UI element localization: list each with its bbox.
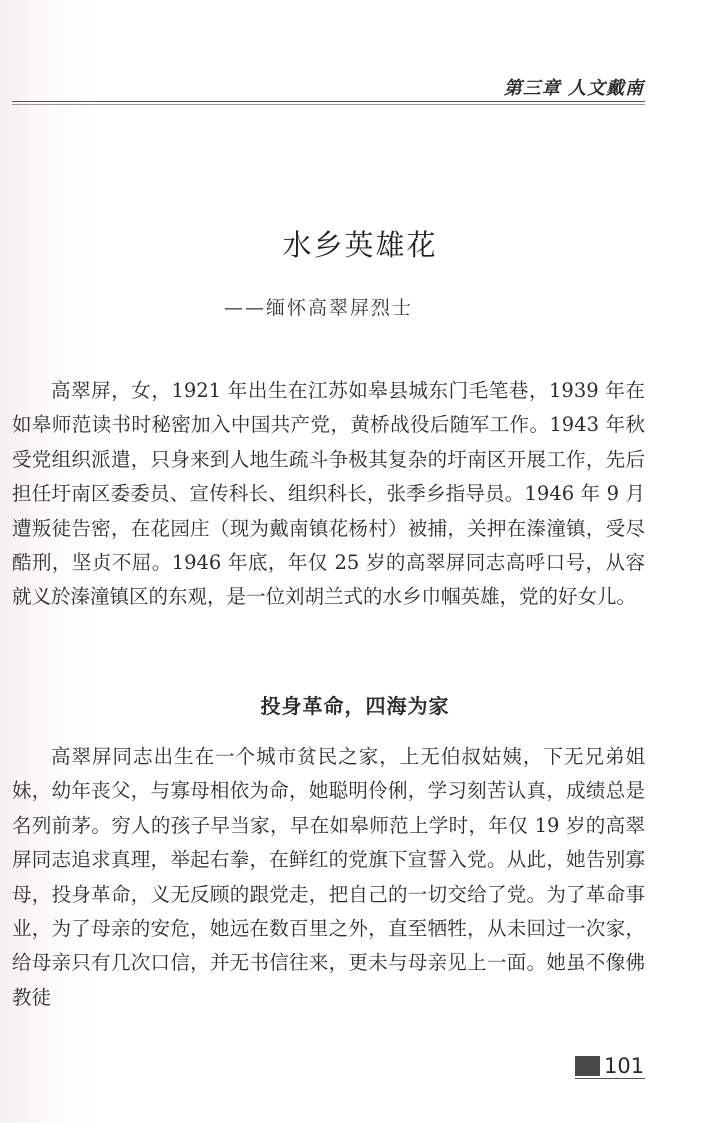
- header-rule: [12, 101, 645, 105]
- article-title: 水乡英雄花: [282, 228, 438, 262]
- page-number: 101: [604, 1054, 645, 1078]
- body-paragraph: 高翠屏，女，1921 年出生在江苏如皋县城东门毛笔巷，1939 年在如皋师范读书时秘密加入中国共产党，黄桥战役后随军工作。1943 年秋受党组织派遣，只身来到人地生疏斗争极其复杂的圩南区开展工作，先后担任圩南区委委员、宣传科长、组织科长，张季乡指导员。1946 年 9 月遭叛徒告密，在花园庄（现为戴南镇花杨村）被捕，关押在溱潼镇，受尽酷刑，坚贞不屈。1946 年底，年仅 25 岁的高翠屏同志高呼口号，从容就义於溱潼镇区的东观，是一位刘胡兰式的水乡巾帼英雄，党的好女儿。: [12, 379, 645, 609]
- folio-marker: [575, 1056, 600, 1076]
- body-paragraph: 高翠屏同志出生在一个城市贫民之家，上无伯叔姑姨，下无兄弟姐妹，幼年丧父，与寡母相依为命，她聪明伶俐，学习刻苦认真，成绩总是名列前茅。穷人的孩子早当家，早在如皋师范上学时，年仅 19 岁的高翠屏同志追求真理，举起右拳，在鲜红的党旗下宣誓入党。从此，她告别寡母，投身革命，义无反顾的跟党走，把自己的一切交给了党。为了革命事业，为了母亲的安危，她远在数百里之外，直至牺牲，从未回过一次家，给母亲只有几次口信，并无书信往来，更未与母亲见上一面。她虽不像佛教徒: [12, 745, 645, 1009]
- section-heading: 投身革命，四海为家: [260, 694, 450, 718]
- folio-rule: [575, 1078, 645, 1079]
- folio: [575, 1054, 644, 1078]
- article-subtitle: ——缅怀高翠屏烈士: [224, 297, 414, 319]
- running-header: 第三章 人文戴南: [503, 78, 644, 99]
